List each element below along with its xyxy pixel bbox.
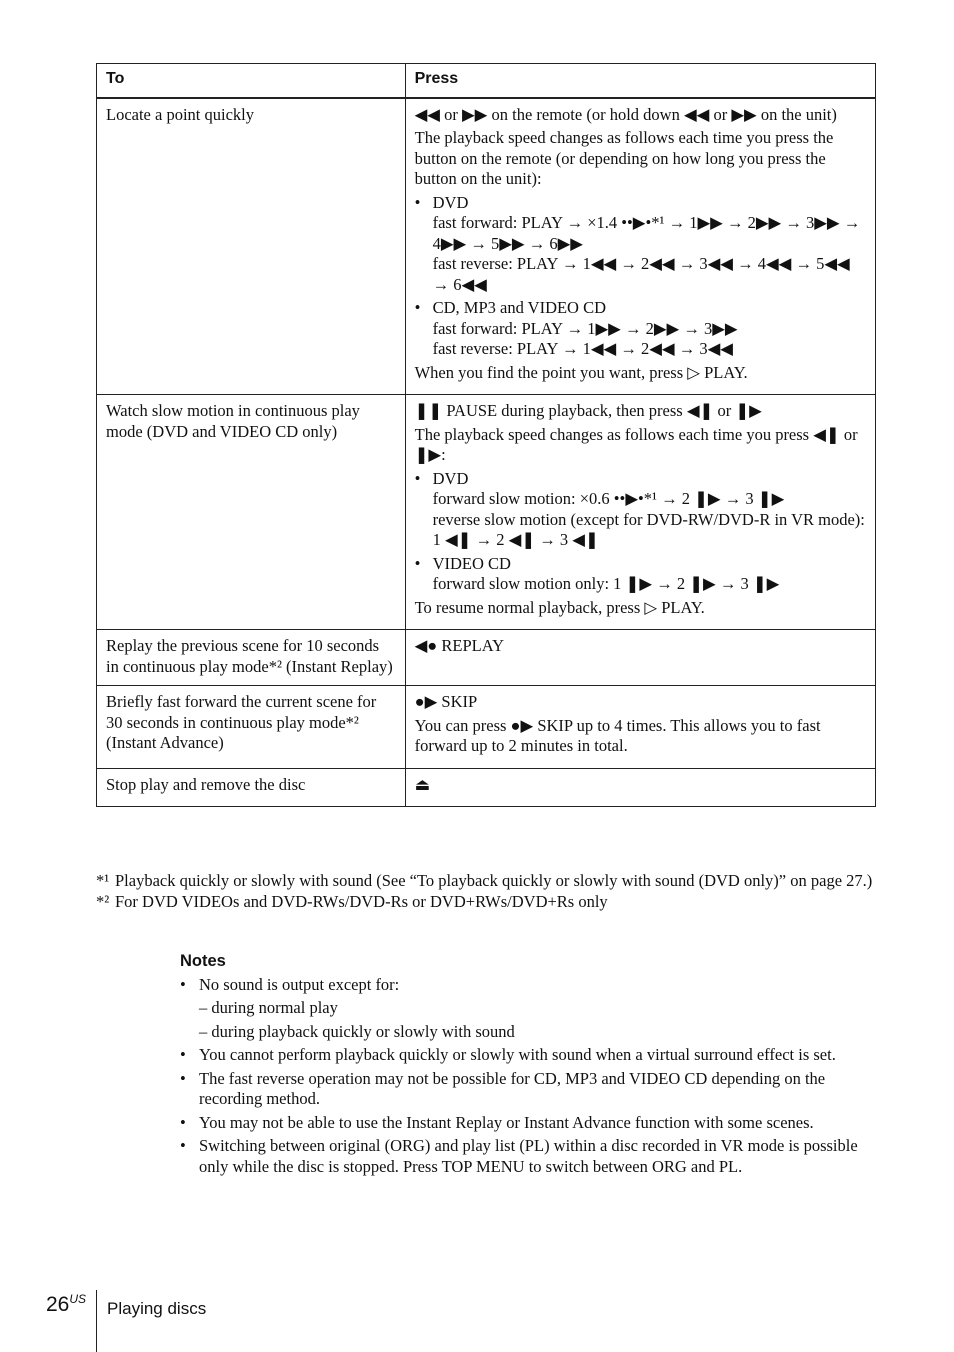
bullet-head: • CD, MP3 and VIDEO CD [432,298,607,317]
press-bullet [415,298,866,360]
page-number-value: 26 [46,1293,70,1316]
note-text: • You may not be able to use the Instant Replay or Instant Advance function with some scenes. [199,1112,814,1132]
table-row [97,98,876,395]
cell-press [405,768,875,807]
note-text: • The fast reverse operation may not be possible for CD, MP3 and VIDEO CD depending on the recording method. [199,1068,826,1108]
press-line: The playback speed changes as follows each time you press ◀❚ or ❚▶: [414,424,858,464]
cell-press [405,686,875,769]
footnote [96,871,876,892]
table-row [97,768,876,807]
cell-to: Briefly fast forward the current scene for 30 seconds in continuous play mode*² (Instant Advance) [97,686,406,769]
press-end-line: When you find the point you want, press ▷ PLAY. [414,362,748,382]
press-bullet [415,193,866,296]
note-subitem: – during playback quickly or slowly with sound [199,1021,515,1041]
footnote [96,892,876,913]
press-bullet [415,554,866,595]
press-line: You can press ●▶ SKIP up to 4 times. This allows you to fast forward up to 2 minutes in total. [414,715,821,755]
note-item [180,1069,880,1110]
press-line: ◀● REPLAY [414,636,505,655]
bullet-line: fast forward: PLAY → ×1.4 ••▶•*¹ → 1▶▶ → 2▶▶ → 3▶▶ → 4▶▶ → 5▶▶ → 6▶▶ [432,213,861,253]
press-line: ⏏ [414,774,431,794]
notes-section [180,951,880,1180]
note-item [180,1113,880,1134]
footnote-text: Playback quickly or slowly with sound (See “To playback quickly or slowly with sound (DVD only)” on page 27.) [115,871,873,890]
bullet-line: 1 ◀❚ → 2 ◀❚ → 3 ◀❚ [432,530,599,549]
table-row [97,630,876,686]
bullet-line: fast reverse: PLAY → 1◀◀ → 2◀◀ → 3◀◀ → 4◀◀ → 5◀◀ → 6◀◀ [432,254,850,294]
bullet-head: • DVD [432,468,469,488]
footnotes [96,871,876,912]
footnote-text: For DVD VIDEOs and DVD-RWs/DVD-Rs or DVD+RWs/DVD+Rs only [115,891,608,911]
note-text: • No sound is output except for: [199,974,400,994]
bullet-line: reverse slow motion (except for DVD-RW/DVD-R in VR mode): [432,509,865,529]
operations-table [96,63,876,807]
bullet-line: fast forward: PLAY → 1▶▶ → 2▶▶ → 3▶▶ [432,318,738,338]
footer-divider [96,1290,97,1352]
header-to: To [97,64,406,98]
cell-press [405,395,875,630]
bullet-line: fast reverse: PLAY → 1◀◀ → 2◀◀ → 3◀◀ [432,339,733,358]
note-item [180,975,880,1043]
press-line: ◀◀ or ▶▶ on the remote (or hold down ◀◀ or ▶▶ on the unit) [414,104,837,124]
cell-press [405,98,875,395]
table-row [97,686,876,769]
footnote-mark: *² [96,891,110,911]
footnote-mark: *¹ [96,871,110,890]
note-item [180,1045,880,1066]
cell-to: Locate a point quickly [97,98,406,395]
bullet-head: • DVD [432,192,469,212]
press-end-line: To resume normal playback, press ▷ PLAY. [414,597,705,617]
press-bullet [415,469,866,551]
region-code: US [69,1292,87,1306]
press-line: ●▶ SKIP [414,692,478,711]
table-header-row [97,64,876,98]
header-press: Press [405,64,875,98]
cell-to: Replay the previous scene for 10 seconds in continuous play mode*² (Instant Replay) [97,630,406,686]
press-line: The playback speed changes as follows each time you press the button on the remote (or depending on how long you press the button on the unit): [414,128,834,188]
cell-to: Stop play and remove the disc [97,768,406,807]
note-text: • You cannot perform playback quickly or slowly with sound when a virtual surround effect is set. [199,1045,836,1064]
section-name: Playing discs [107,1299,207,1318]
note-item [180,1136,880,1177]
bullet-head: • VIDEO CD [432,553,511,573]
table-body [97,98,876,807]
table-row [97,395,876,630]
cell-to: Watch slow motion in continuous play mode (DVD and VIDEO CD only) [97,395,406,630]
notes-list [180,975,880,1178]
bullet-line: forward slow motion only: 1 ❚▶ → 2 ❚▶ → 3 ❚▶ [432,574,780,593]
page-number [46,1292,86,1317]
notes-title: Notes [180,952,226,970]
cell-press [405,630,875,686]
note-subitem: – during normal play [199,998,338,1017]
bullet-line: forward slow motion: ×0.6 ••▶•*¹ → 2 ❚▶ → 3 ❚▶ [432,489,785,508]
note-text: • Switching between original (ORG) and play list (PL) within a disc recorded in VR mode is possible only while the disc is stopped. Press TOP MENU to switch between ORG and PL. [199,1136,858,1176]
press-line: ❚❚ PAUSE during playback, then press ◀❚ or ❚▶ [414,401,762,420]
